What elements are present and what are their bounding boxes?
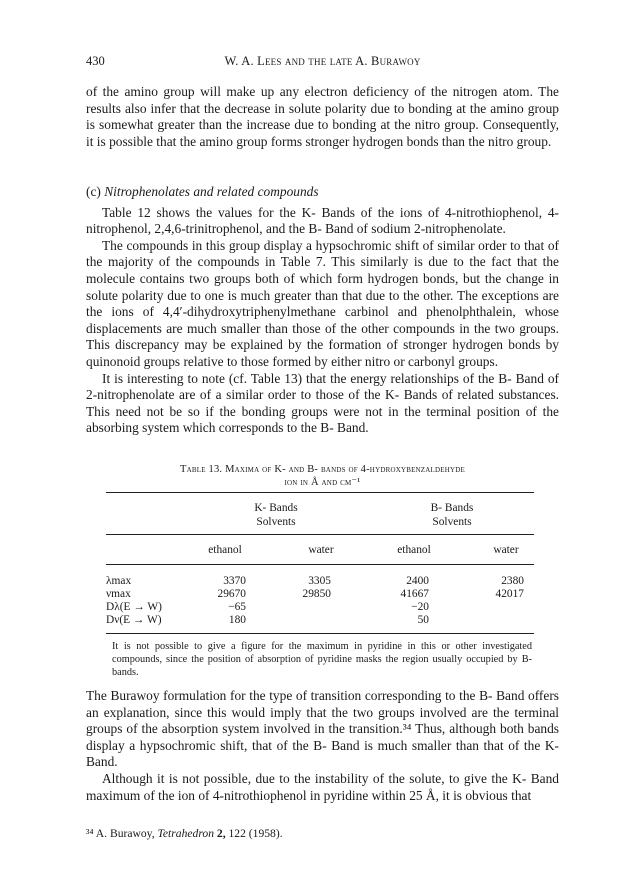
table-caption-line-2: ion in Å and cm⁻¹ — [284, 477, 361, 488]
table-rule-top — [106, 492, 534, 493]
table-cell: 50 — [417, 614, 429, 626]
group-header-b: B- Bands — [430, 502, 474, 514]
row-label-lambda-max: λmax — [106, 575, 132, 587]
group-subheader-b: Solvents — [432, 516, 472, 528]
table-cell: 2380 — [501, 575, 524, 587]
section-heading — [86, 184, 559, 201]
footnote-journal: Tetrahedron — [157, 827, 214, 840]
closing-paragraphs — [86, 688, 559, 804]
column-header-4: water — [493, 544, 519, 556]
paragraph-6: Although it is not possible, due to the instability of the solute, to give the K- Band maximum of the ion of 4-nitrothiophenol in pyridine within 25 Å, it is obvious that — [86, 770, 559, 803]
table-cell: 180 — [228, 614, 246, 626]
table-cell: −65 — [228, 601, 246, 613]
paragraph-2: Table 12 shows the values for the K- Bands of the ions of 4-nitrothiophenol, 4-nitrophenol, 2,4,6-trinitrophenol, and the B- Band of sodium 2-nitrophenolate. — [86, 204, 559, 237]
footnote-authors: A. Burawoy, — [93, 827, 158, 840]
column-header-3: ethanol — [397, 544, 431, 556]
table-cell: 3370 — [223, 575, 246, 587]
paragraph-5: The Burawoy formulation for the type of transition corresponding to the B- Band offers an explanation, since this would imply that the two groups involved are the terminal groups of the absorption system involved in the transition.³⁴ Thus, although both bands display a hypsochromic shift, that of the B- Band is much smaller than that of the K- Band. — [86, 688, 559, 770]
data-table — [106, 492, 534, 642]
table-cell: 41667 — [400, 588, 429, 600]
footnote-marker: ³⁴ — [86, 827, 94, 840]
table-note: It is not possible to give a figure for the maximum in pyridine in this or other investigated compounds, since the position of absorption of pyridine masks the region usually occupied by B- bands. — [112, 641, 532, 678]
table-cell: 3305 — [308, 575, 331, 587]
table-cell: 29850 — [302, 588, 331, 600]
table-rule-mid — [106, 534, 534, 535]
group-header-k: K- Bands — [254, 502, 298, 514]
table-caption-line-1: Table 13. Maxima of K- and B- bands of 4-hydroxybenzaldehyde — [180, 464, 465, 475]
table-rule-bottom — [106, 633, 534, 634]
section-c — [86, 184, 559, 437]
table-cell: 2400 — [406, 575, 429, 587]
table-rule-head — [106, 564, 534, 565]
section-title: Nitrophenolates and related compounds — [104, 184, 319, 199]
table-cell: 29670 — [217, 588, 246, 600]
column-header-2: water — [308, 544, 334, 556]
table-caption — [86, 463, 559, 489]
table-cell: −20 — [411, 601, 429, 613]
column-header-1: ethanol — [208, 544, 242, 556]
group-subheader-k: Solvents — [256, 516, 296, 528]
row-label-d-nu: Dν(E → W) — [106, 614, 162, 626]
row-label-nu-max: νmax — [106, 588, 131, 600]
table-cell: 42017 — [495, 588, 524, 600]
paragraph-4: It is interesting to note (cf. Table 13) that the energy relationships of the B- Band of 2-nitrophenolate are of a similar order to those of the K- Bands of related substances. This need not be so if the bonding groups were not in the terminal position of the absorbing system which corresponds to the B- Band. — [86, 370, 559, 436]
paragraph-continuation — [86, 84, 559, 150]
running-head: W. A. Lees and the late A. Burawoy — [224, 54, 421, 68]
footnote-volume: 2, — [214, 827, 226, 840]
paragraph-1: of the amino group will make up any electron deficiency of the nitrogen atom. The results also infer that the decrease in solute polarity due to bonding at the amino group is somewhat greater than the increase due to bonding at the nitro group. Consequently, it is possible that the amino group forms stronger hydrogen bonds than the nitro group. — [86, 84, 559, 149]
row-label-d-lambda: Dλ(E → W) — [106, 601, 162, 613]
section-label: (c) — [86, 184, 105, 199]
paragraph-3: The compounds in this group display a hypsochromic shift of similar order to that of the majority of the compounds in Table 7. This similarly is due to the fact that the molecule contains two groups both of which form hydrogen bonds, but the change in solute polarity due to one is much greater than that due to the other. The exceptions are the ions of 4,4′-dihydroxytriphenylmethane carbinol and phenolphthalein, whose displacements are much smaller than those of the other compounds in the two groups. This discrepancy may be explained by the formation of stronger hydrogen bonds by quinonoid groups relative to those formed by either nitro or carbonyl groups. — [86, 237, 559, 369]
footnote-pages: 122 (1958). — [225, 827, 283, 840]
page-number: 430 — [86, 54, 105, 68]
footnote — [86, 827, 283, 840]
